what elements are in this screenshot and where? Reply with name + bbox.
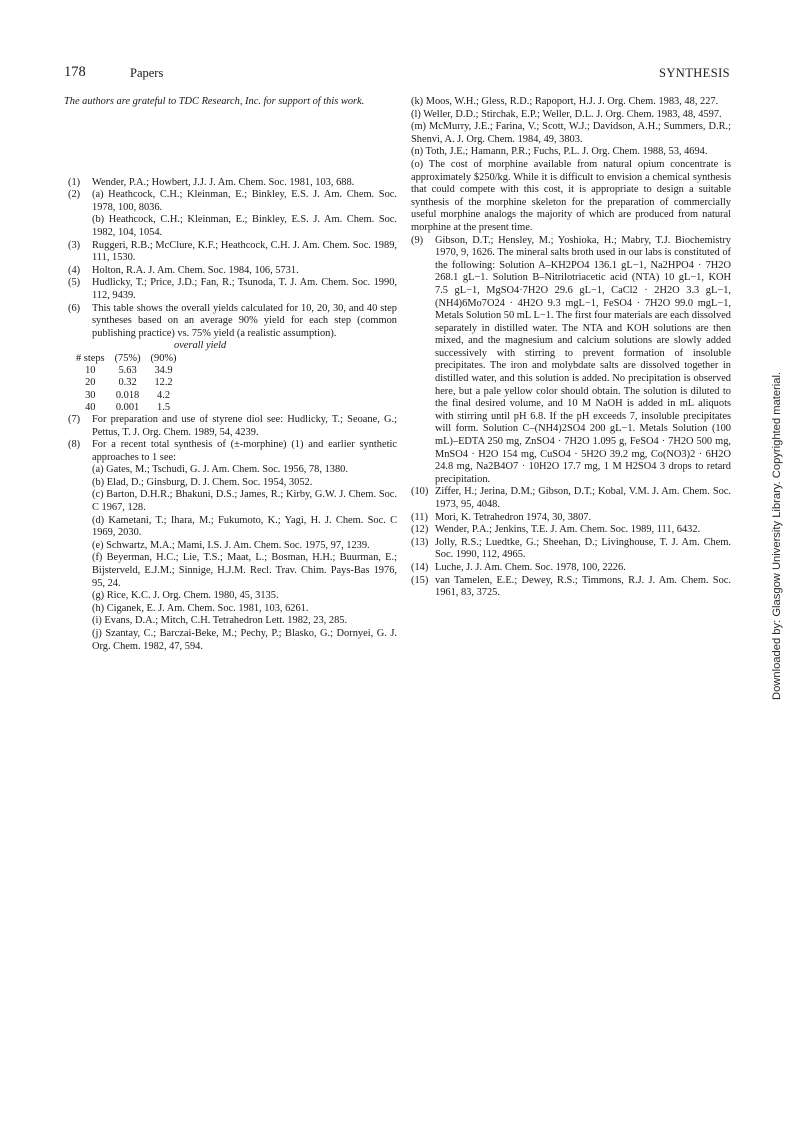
reference-8 (64, 439, 397, 653)
reference-number: (5) (68, 277, 81, 289)
right-column (411, 96, 731, 600)
table-header: (90%) (150, 352, 177, 364)
table-header: # steps (76, 352, 105, 364)
acknowledgement: The authors are grateful to TDC Research, Inc. for support of this work. (64, 96, 365, 107)
sub-reference-n: (n) Toth, J.E.; Hamann, P.R.; Fuchs, P.L. J. Org. Chem. 1988, 53, 4694. (411, 146, 708, 158)
reference-number: (2) (68, 189, 81, 201)
sub-reference-o: (o) The cost of morphine available from natural opium concentrate is approximately $250/kg. While it is difficult to envision a chemical synthesis that could compete with this cost, it is appropriate to design a suitable synthesis of the morphine skeleton for the preparation of commercially useful morphine analogs the majority of which are produced from natural morphine at the present time. (411, 158, 731, 233)
table-row: 10 5.63 34.9 (85, 365, 173, 377)
reference-text: Ziffer, H.; Jerina, D.M.; Gibson, D.T.; Kobal, V.M. J. Am. Chem. Soc. 1973, 95, 4048. (435, 486, 731, 510)
reference-5 (64, 277, 397, 302)
reference-text: Gibson, D.T.; Hensley, M.; Yoshioka, H.; Mabry, T.J. Biochemistry 1970, 9, 1626. The mineral salts broth used in our labs is constituted of the following: Solution A–KH2PO4 136.1 gL−1, Na2HPO4 · 7H2O 268.1 gL−1. Solution B–Nitrilotriacetic acid (NTA) 10 gL−1, KOH 7.5 gL−1, MgSO4·7H2O 29.6 gL−1, CaCl2 · 2H2O 3.3 gL−1, (NH4)6Mo7O24 · 4H2O 9.3 mgL−1, FeSO4 · 7H2O 99.0 mgL−1, Metals Solution 50 mL L−1. The first four materials are each dissolved separately in distilled water. The NTA and KOH solutions are then mixed, and the magnesium and calcium solutions are slowly added successively with stirring to prevent formation of insoluble precipitates. The iron and molybdate salts are dissolved together in distilled water, and this solution is added. No precipitation is observed here, but a pale yellow color should obtain. The solution is diluted to the final desired volume, and 10 M NaOH is added in mL aliquots with stirring until pH 6.8. If the pH exceeds 7, insoluble precipitates will form. Solution C–(NH4)2SO4 200 gL−1. Metals Solution (100 mL)–EDTA 250 mg, ZnSO4 · 7H2O 1.095 g, FeSO4 · 7H2O 500 mg, MnSO4 · H2O 154 mg, CuSO4 · 5H2O 39.2 mg, Co(NO3)2 · 6H2O 24.8 mg, Na2B4O7 · 10H2O 17.7 mg, 1 M H2SO4 3 drops to retard precipitation. (435, 234, 731, 485)
reference-number: (9) (411, 234, 424, 246)
reference-14 (411, 562, 731, 575)
reference-text: Hudlicky, T.; Price, J.D.; Fan, R.; Tsunoda, T. J. Am. Chem. Soc. 1990, 112, 9439. (92, 277, 397, 301)
reference-6 (64, 303, 397, 341)
sub-reference: (a) Gates, M.; Tschudi, G. J. Am. Chem. Soc. 1956, 78, 1380. (92, 464, 348, 476)
reference-number: (11) (411, 511, 428, 523)
reference-number: (3) (68, 239, 81, 251)
reference-text: For a recent total synthesis of (±-morphine) (1) and earlier synthetic approaches to 1 see: (92, 439, 397, 463)
reference-15 (411, 575, 731, 600)
reference-10 (411, 486, 731, 511)
journal-name: SYNTHESIS (659, 66, 730, 80)
reference-7 (64, 414, 397, 439)
section-label: Papers (130, 66, 164, 80)
sub-reference: (h) Ciganek, E. J. Am. Chem. Soc. 1981, 103, 6261. (92, 602, 309, 614)
sub-reference-k: (k) Moos, W.H.; Gless, R.D.; Rapoport, H.J. J. Org. Chem. 1983, 48, 227. (411, 96, 719, 107)
reference-text: Wender, P.A.; Jenkins, T.E. J. Am. Chem. Soc. 1989, 111, 6432. (435, 524, 701, 536)
reference-number: (6) (68, 302, 81, 314)
sub-reference: (b) Heathcock, C.H.; Kleinman, E.; Binkley, E.S. J. Am. Chem. Soc. 1982, 104, 1054. (92, 214, 397, 238)
reference-12 (411, 524, 731, 537)
reference-1 (64, 177, 397, 190)
table-row: 40 0.001 1.5 (85, 401, 171, 413)
reference-text: Holton, R.A. J. Am. Chem. Soc. 1984, 106, 5731. (92, 264, 299, 276)
sub-reference: (b) Elad, D.; Ginsburg, D. J. Chem. Soc. 1954, 3052. (92, 476, 313, 488)
yield-table (76, 353, 187, 414)
reference-text: Wender, P.A.; Howbert, J.J. J. Am. Chem. Soc. 1981, 103, 688. (92, 176, 355, 188)
reference-number: (4) (68, 264, 81, 276)
reference-number: (15) (411, 574, 429, 586)
reference-text: Ruggeri, R.B.; McClure, K.F.; Heathcock, C.H. J. Am. Chem. Soc. 1989, 111, 1530. (92, 239, 397, 264)
sub-reference: (i) Evans, D.A.; Mitch, C.H. Tetrahedron Lett. 1982, 23, 285. (92, 615, 348, 627)
table-row: 30 0.018 4.2 (85, 389, 171, 401)
reference-text: For preparation and use of styrene diol see: Hudlicky, T.; Seoane, G.; Pettus, T. J. Org. Chem. 1989, 54, 4239. (92, 413, 397, 438)
reference-number: (8) (68, 439, 81, 451)
page-number: 178 (64, 64, 86, 80)
reference-text: Jolly, R.S.; Luedtke, G.; Sheehan, D.; Livinghouse, T. J. Am. Chem. Soc. 1990, 112, 4965. (435, 536, 731, 561)
left-column (64, 96, 397, 653)
reference-2 (64, 189, 397, 239)
sub-reference: (g) Rice, K.C. J. Org. Chem. 1980, 45, 3135. (92, 590, 279, 602)
reference-text: This table shows the overall yields calculated for 10, 20, 30, and 40 step syntheses based on an average 90% yield for each step (common publishing practice) vs. 75% yield (a realistic assumption). (92, 302, 397, 339)
reference-13 (411, 537, 731, 562)
reference-number: (12) (411, 524, 429, 536)
reference-number: (1) (68, 176, 81, 188)
table-header-row (76, 353, 187, 365)
reference-text: (a) Heathcock, C.H.; Kleinman, E.; Binkley, E.S. J. Am. Chem. Soc. 1978, 100, 8036. (92, 189, 397, 213)
reference-4 (64, 265, 397, 278)
sub-reference: (f) Beyerman, H.C.; Lie, T.S.; Maat, L.; Bosman, H.H.; Buurman, E.; Bijsterveld, E.J.M.; Sinnige, H.J.M. Recl. Trav. Chim. Pays-Bas 1976, 95, 24. (92, 552, 397, 589)
table-row: 20 0.32 12.2 (85, 377, 173, 389)
reference-11 (411, 512, 731, 525)
reference-9 (411, 235, 731, 487)
yield-table-caption: overall yield (174, 340, 227, 352)
sub-reference: (c) Barton, D.H.R.; Bhakuni, D.S.; James, R.; Kirby, G.W. J. Chem. Soc. C 1967, 128. (92, 489, 397, 514)
sub-reference: (d) Kametani, T.; Ihara, M.; Fukumoto, K.; Yagi, H. J. Chem. Soc. C 1969, 2030. (92, 514, 397, 539)
reference-number: (7) (68, 413, 81, 425)
sub-reference: (j) Szantay, C.; Barczai-Beke, M.; Pechy, P.; Blasko, G.; Dornyei, G. J. Org. Chem. 1982, 47, 594. (92, 628, 397, 652)
sub-reference: (e) Schwartz, M.A.; Mami, I.S. J. Am. Chem. Soc. 1975, 97, 1239. (92, 539, 370, 551)
reference-text: van Tamelen, E.E.; Dewey, R.S.; Timmons, R.J. J. Am. Chem. Soc. 1961, 83, 3725. (435, 574, 731, 599)
page-header (64, 64, 730, 84)
sub-reference-l: (l) Weller, D.D.; Stirchak, E.P.; Weller, D.L. J. Org. Chem. 1983, 48, 4597. (411, 108, 722, 120)
download-notice: Downloaded by: Glasgow University Library. Copyrighted material. (771, 371, 783, 700)
reference-number: (14) (411, 561, 429, 573)
reference-text: Mori, K. Tetrahedron 1974, 30, 3807. (435, 511, 592, 523)
reference-3 (64, 240, 397, 265)
table-header: (75%) (114, 352, 141, 364)
reference-number: (13) (411, 536, 429, 548)
reference-number: (10) (411, 486, 429, 498)
sub-reference-m: (m) McMurry, J.E.; Farina, V.; Scott, W.J.; Davidson, A.H.; Summers, D.R.; Shenvi, A. J. Org. Chem. 1984, 49, 3803. (411, 121, 731, 145)
reference-text: Luche, J. J. Am. Chem. Soc. 1978, 100, 2226. (435, 561, 626, 573)
